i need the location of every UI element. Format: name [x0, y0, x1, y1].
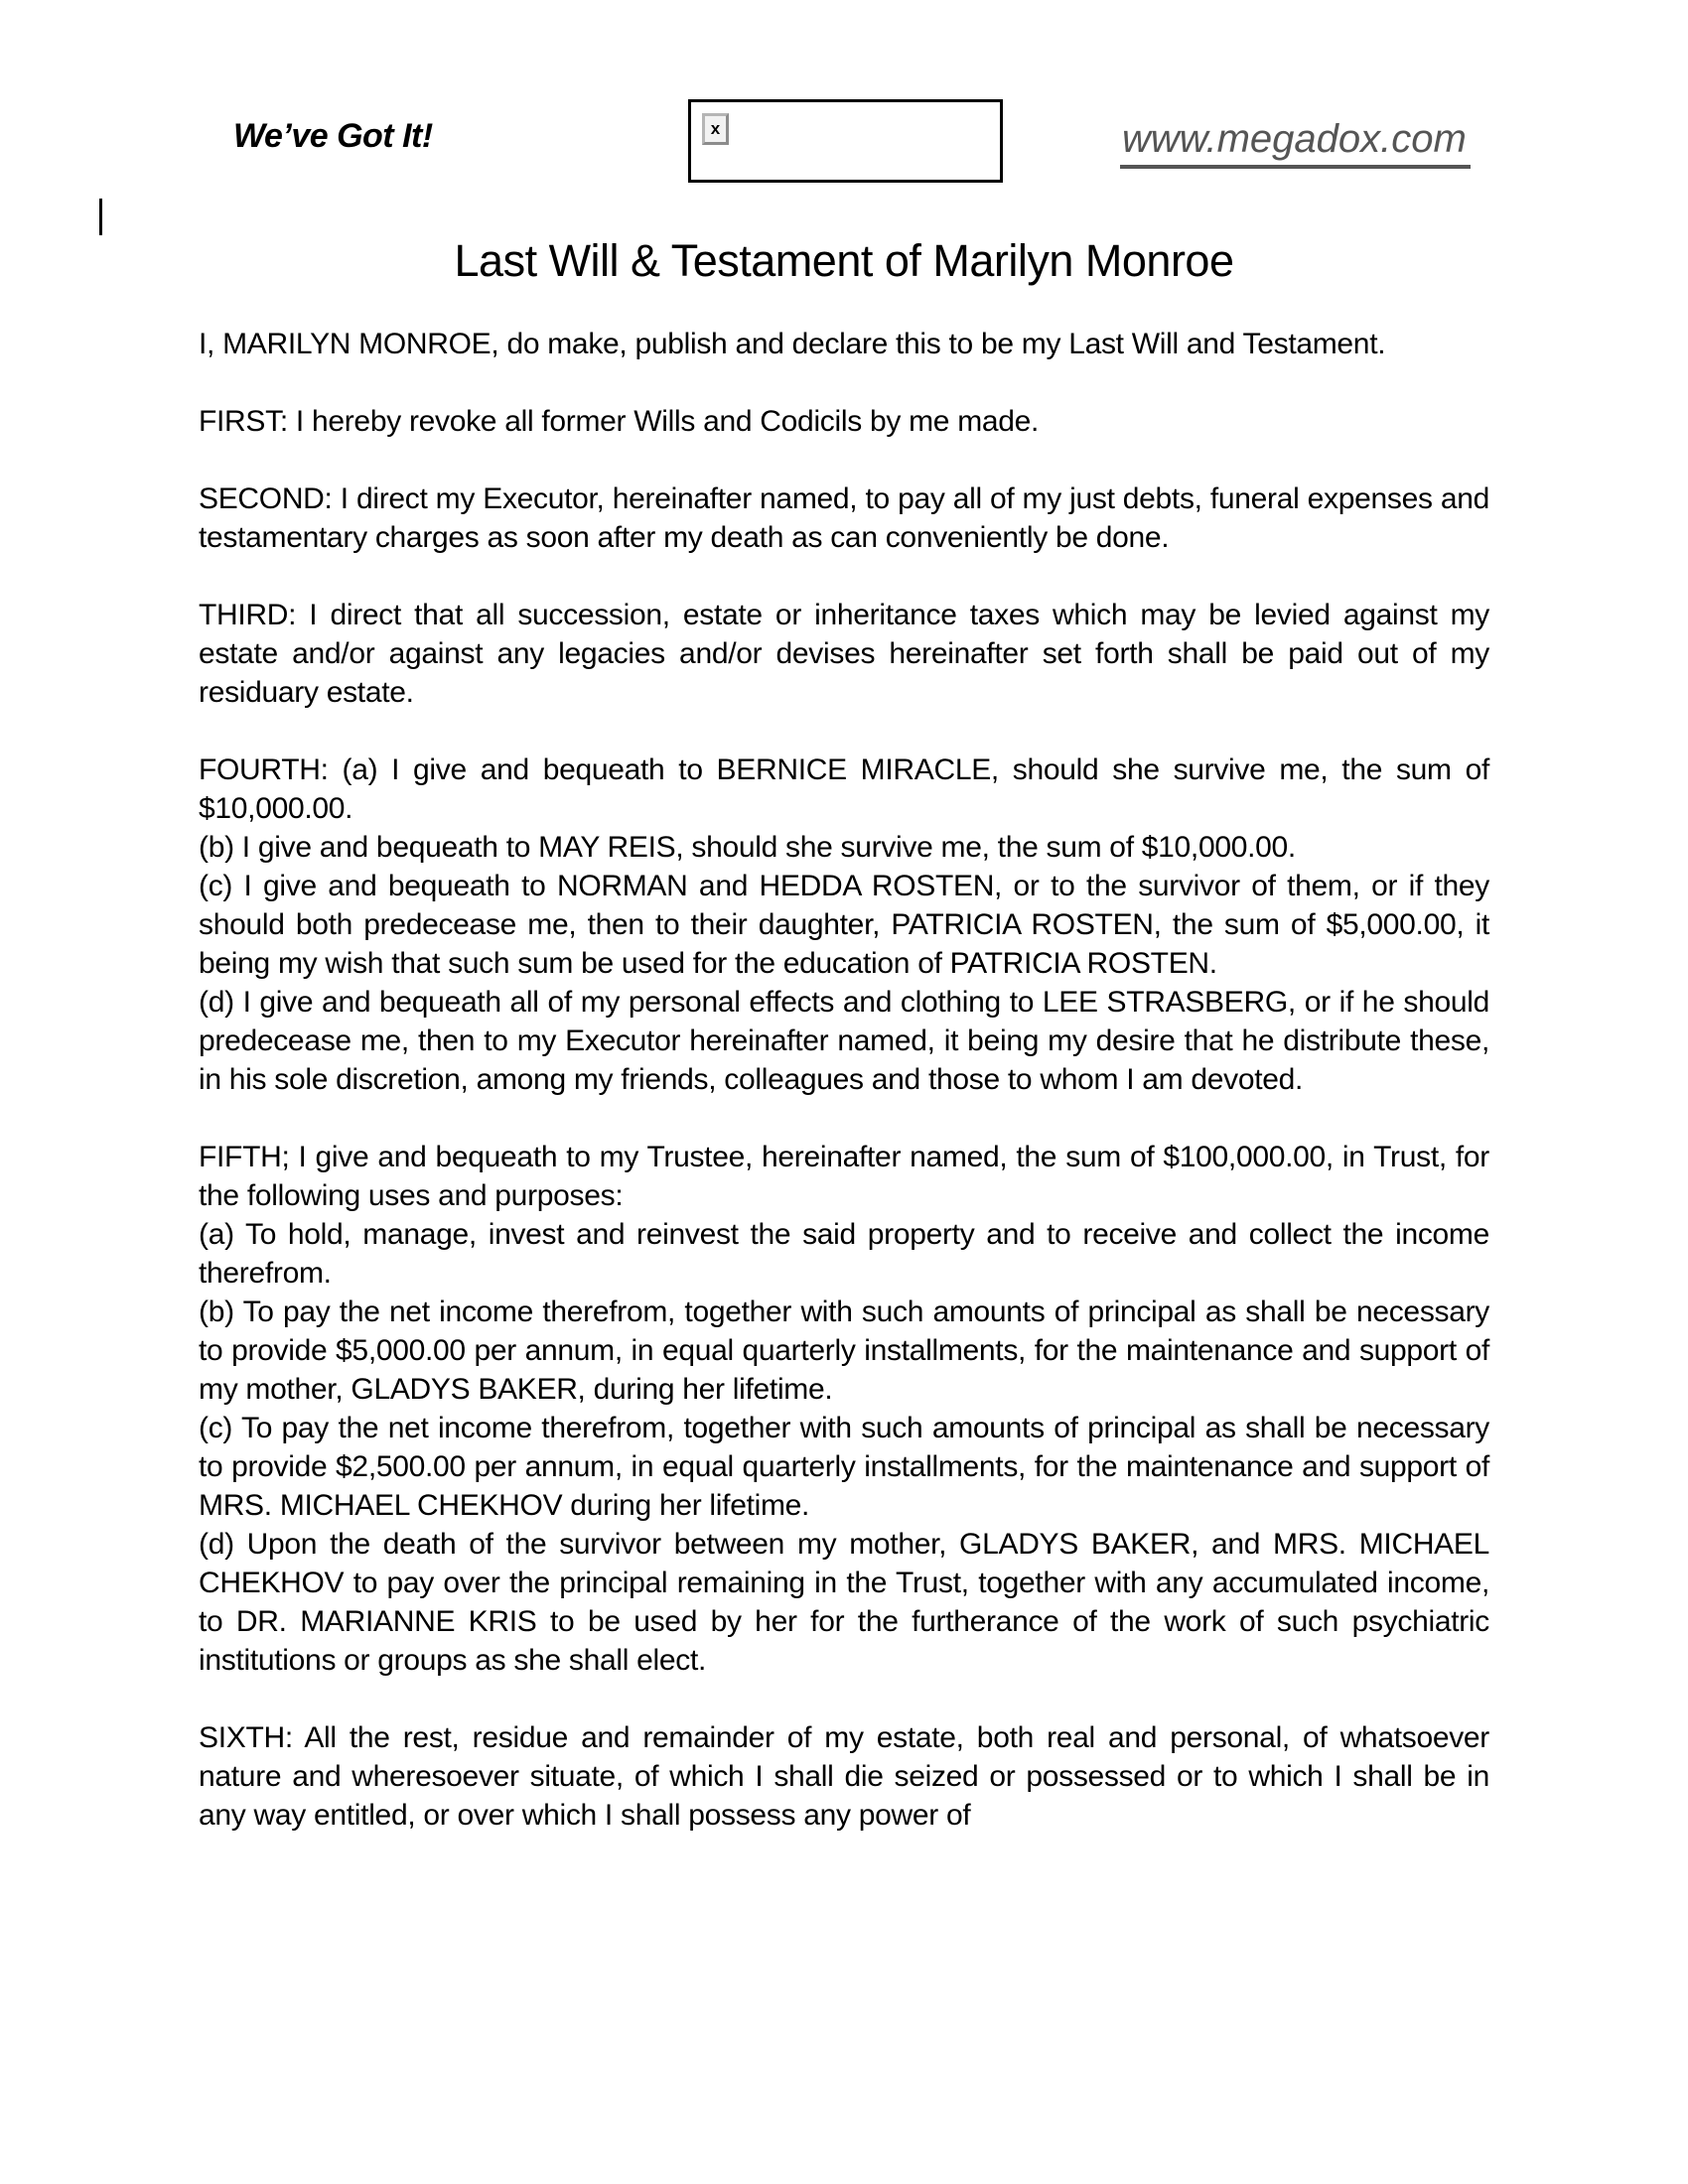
document-paragraph: FIFTH; I give and bequeath to my Trustee, hereinafter named, the sum of $100,000.00, in Trust, for the following uses and purposes:	[199, 1141, 1489, 1212]
scan-mark	[99, 199, 102, 235]
website-link[interactable]: www.megadox.com	[1120, 117, 1471, 169]
page-title: Last Will & Testament of Marilyn Monroe	[454, 235, 1234, 286]
document-paragraph: (b) I give and bequeath to MAY REIS, should she survive me, the sum of $10,000.00.	[199, 831, 1296, 864]
document-paragraph: (b) To pay the net income therefrom, together with such amounts of principal as shall be necessary to provide $5,000.00 per annum, in equal quarterly installments, for the maintenance and support of my mother, GLADYS BAKER, during her lifetime.	[199, 1296, 1489, 1406]
image-placeholder-box	[688, 99, 1003, 183]
document-paragraph: I, MARILYN MONROE, do make, publish and declare this to be my Last Will and Testament.	[199, 328, 1386, 360]
document-paragraph: THIRD: I direct that all succession, estate or inheritance taxes which may be levied against my estate and/or against any legacies and/or devises hereinafter set forth shall be paid out of my residuary estate.	[199, 599, 1489, 709]
document-paragraph: (c) To pay the net income therefrom, together with such amounts of principal as shall be necessary to provide $2,500.00 per annum, in equal quarterly installments, for the maintenance and support of MRS. MICHAEL CHEKHOV during her lifetime.	[199, 1412, 1489, 1522]
document-paragraph: (d) Upon the death of the survivor between my mother, GLADYS BAKER, and MRS. MICHAEL CHEKHOV to pay over the principal remaining in the Trust, together with any accumulated income, to DR. MARIANNE KRIS to be used by her for the furtherance of the work of such psychiatric institutions or groups as she shall elect.	[199, 1528, 1489, 1677]
document-paragraph: FOURTH: (a) I give and bequeath to BERNICE MIRACLE, should she survive me, the sum of $10,000.00.	[199, 753, 1489, 825]
document-body	[199, 325, 1489, 1835]
brand-tagline: We’ve Got It!	[233, 117, 433, 155]
document-paragraph: (d) I give and bequeath all of my personal effects and clothing to LEE STRASBERG, or if he should predecease me, then to my Executor hereinafter named, it being my desire that he distribute these, in his sole discretion, among my friends, colleagues and those to whom I am devoted.	[199, 986, 1489, 1096]
document-paragraph: FIRST: I hereby revoke all former Wills and Codicils by me made.	[199, 405, 1040, 438]
broken-image-icon: x	[702, 113, 729, 145]
document-paragraph: (c) I give and bequeath to NORMAN and HEDDA ROSTEN, or to the survivor of them, or if they should both predecease me, then to their daughter, PATRICIA ROSTEN, the sum of $5,000.00, it being my wish that such sum be used for the education of PATRICIA ROSTEN.	[199, 870, 1489, 980]
document-paragraph: (a) To hold, manage, invest and reinvest the said property and to receive and collect the income therefrom.	[199, 1218, 1489, 1290]
document-paragraph: SECOND: I direct my Executor, hereinafter named, to pay all of my just debts, funeral expenses and testamentary charges as soon after my death as can conveniently be done.	[199, 482, 1489, 554]
document-paragraph: SIXTH: All the rest, residue and remainder of my estate, both real and personal, of whatsoever nature and wheresoever situate, of which I shall die seized or possessed or to which I shall be in any way entitled, or over which I shall possess any power of	[199, 1721, 1489, 1832]
